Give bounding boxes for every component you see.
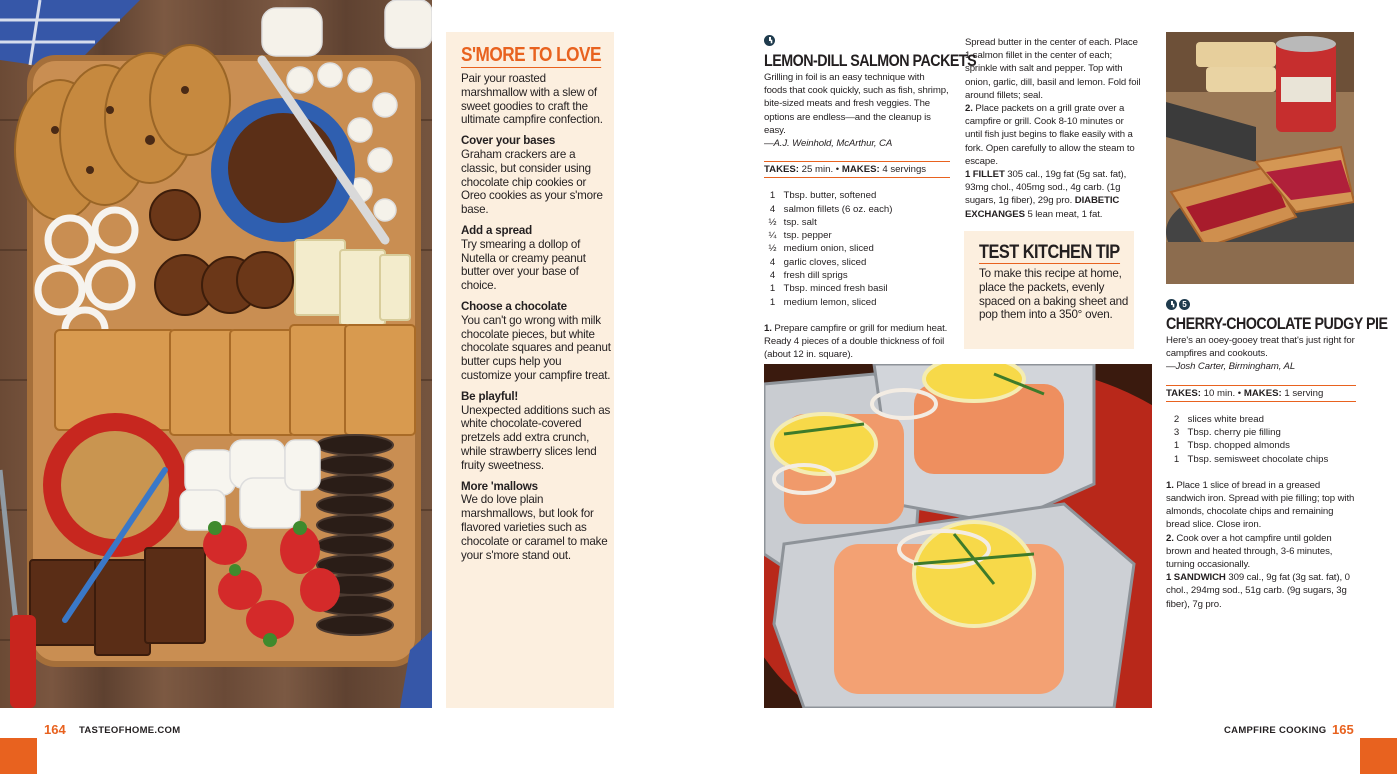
takes-label: TAKES:	[1166, 387, 1201, 399]
step-number: 2.	[1166, 532, 1174, 544]
ingredient-item	[1168, 426, 1356, 439]
nutrition-text: 305 cal., 19g fat (5g sat. fat), 93mg chol., 405mg sod., 4g carb. (1g sugars, 1g fiber), 29g pro.	[965, 169, 1127, 207]
pudgy-pie-illustration	[1166, 32, 1354, 284]
sidebar-section-body: You can't go wrong with milk chocolate pieces, but white chocolate squares and peanut butter cups help you customize your campfire treat.	[461, 313, 611, 382]
makes-value: 1 serving	[1284, 387, 1324, 399]
ingredient-name: salmon fillets (6 oz. each)	[783, 203, 893, 215]
ingredient-qty: ½	[768, 243, 777, 255]
ingredient-name: medium lemon, sliced	[783, 296, 877, 308]
step-number: 2.	[965, 103, 973, 115]
ingredient-name: tsp. pepper	[783, 230, 832, 242]
ingredient-name: Tbsp. butter, softened	[783, 190, 877, 202]
ingredient-name: Tbsp. minced fresh basil	[783, 283, 888, 295]
ingredient-name: medium onion, sliced	[783, 243, 874, 255]
ingredient-item	[764, 296, 950, 309]
takes-label: TAKES:	[764, 164, 799, 176]
nutrition-label: 1 FILLET	[965, 169, 1005, 181]
step-text: Place 1 slice of bread in a greased sandwich iron. Spread with pie filling; top with almonds, chocolate chips and remaining bread slice. Close iron.	[1166, 479, 1355, 531]
ingredient-name: Tbsp. cherry pie filling	[1187, 426, 1281, 438]
salmon-packets-photo	[764, 364, 1152, 708]
ingredient-item	[1168, 413, 1356, 426]
ingredient-item	[764, 282, 950, 295]
recipe-title: CHERRY-CHOCOLATE PUDGY PIE	[1166, 314, 1388, 333]
step-text: Cook over a hot campfire until golden brown and heated through, 3-6 minutes, turning occasionally.	[1166, 532, 1333, 571]
sidebar-section-body: Unexpected additions such as white chocolate-covered pretzels add extra crunch, while strawberry slices lend fruity sweetness.	[461, 403, 611, 472]
ingredient-qty: ¼	[768, 230, 777, 242]
ingredient-qty: 2	[1173, 413, 1180, 425]
ingredient-list	[764, 189, 950, 309]
ingredient-qty: 1	[769, 283, 776, 295]
ingredient-name: Tbsp. semisweet chocolate chips	[1187, 453, 1329, 465]
sidebar-section-heading: Choose a chocolate	[461, 299, 567, 313]
clock-icon	[764, 35, 775, 46]
recipe-author: —Josh Carter, Birmingham, AL	[1166, 361, 1296, 373]
smores-sidebar	[446, 32, 614, 708]
takes-value: 25 min.	[801, 164, 834, 176]
nutrition-text: 309 cal., 9g fat (3g sat. fat), 0 chol., 294mg sod., 51g carb. (9g sugars, 3g fiber), 7g pro.	[1166, 572, 1350, 610]
step-number: 1.	[764, 322, 772, 334]
step-number: 1.	[1166, 479, 1174, 491]
ingredient-qty: 3	[1173, 426, 1180, 438]
ingredient-qty: 1	[1173, 440, 1180, 452]
ingredient-qty: 4	[769, 203, 776, 215]
makes-label: MAKES:	[1243, 387, 1282, 399]
smores-board-photo	[0, 0, 432, 708]
tip-body: To make this recipe at home, place the packets, evenly spaced on a baking sheet and pop them into a 350° oven.	[979, 267, 1129, 322]
ingredient-qty: 4	[769, 270, 776, 281]
recipe-steps	[1166, 479, 1356, 611]
ingredient-qty: 1	[769, 190, 776, 202]
sidebar-section	[461, 224, 611, 293]
right-footer-section: CAMPFIRE COOKING	[1224, 725, 1327, 736]
ingredient-name: slices white bread	[1187, 413, 1264, 425]
ingredient-item	[764, 203, 950, 216]
ingredient-qty: 1	[1173, 453, 1180, 465]
sidebar-section-body: Try smearing a dollop of Nutella or creamy peanut butter over your base of choice.	[461, 237, 586, 293]
left-footer-site: TASTEOFHOME.COM	[79, 725, 181, 736]
salmon-foil-illustration	[764, 364, 1152, 708]
ingredient-name: garlic cloves, sliced	[783, 256, 867, 268]
left-page-number: 164	[44, 722, 66, 737]
ingredient-item	[764, 269, 950, 282]
sidebar-section	[461, 390, 611, 473]
sidebar-section	[461, 480, 611, 563]
sidebar-section	[461, 134, 611, 217]
recipe-intro: Here's an ooey-gooey treat that's just right for campfires and cookouts.	[1166, 335, 1355, 360]
sidebar-section-heading: More 'mallows	[461, 479, 538, 493]
sidebar-section-body: Graham crackers are a classic, but consider using chocolate chip cookies or Oreo cookies as your s'more base.	[461, 147, 603, 217]
diabetic-label: DIABETIC EXCHANGES	[965, 195, 1120, 220]
recipe-title: LEMON-DILL SALMON PACKETS	[764, 51, 977, 70]
ingredient-list	[1168, 413, 1356, 466]
nutrition-label: 1 SANDWICH	[1166, 572, 1226, 584]
right-corner-tab	[1360, 738, 1397, 774]
step-text: Spread butter in the center of each. Place 1 salmon fillet in the center of each; sprinkle with salt and pepper. Top with onion, garlic, dill, basil and lemon. Fold foil around fillets; seal.	[965, 37, 1141, 101]
recipe-author: —A.J. Weinhold, McArthur, CA	[764, 138, 893, 150]
ingredient-name: tsp. salt	[783, 216, 817, 228]
sidebar-title: S'MORE TO LOVE	[461, 44, 601, 66]
smores-board-illustration	[0, 0, 432, 708]
ingredient-item	[764, 216, 950, 229]
ingredient-qty: 4	[769, 256, 776, 268]
pudgy-pie-recipe	[1166, 296, 1388, 611]
ingredient-qty: ½	[768, 216, 777, 228]
ingredient-item	[1168, 439, 1356, 452]
pudgy-pie-photo	[1166, 32, 1354, 284]
ingredient-item	[764, 242, 950, 255]
step-text: Prepare campfire or grill for medium heat. Ready 4 pieces of a double thickness of foil (about 12 in. square).	[764, 322, 948, 361]
takes-value: 10 min.	[1203, 387, 1236, 399]
ingredient-item	[1168, 453, 1356, 466]
makes-label: MAKES:	[841, 164, 880, 176]
step-text: Place packets on a grill grate over a campfire or grill. Cook 8-10 minutes or until fish just begins to flake easily with a fork. Open carefully to allow the steam to escape.	[965, 103, 1135, 167]
tip-title: TEST KITCHEN TIP	[979, 242, 1120, 263]
salmon-recipe	[764, 32, 977, 362]
recipe-step	[764, 322, 950, 362]
makes-value: 4 servings	[882, 164, 927, 176]
takes-makes-bar: TAKES: 25 min. • MAKES: 4 servings	[764, 161, 950, 178]
salmon-recipe-continued	[965, 36, 1143, 221]
sidebar-section-heading: Cover your bases	[461, 134, 556, 148]
right-page-number: 165	[1332, 722, 1354, 737]
five-ingredient-icon: 5	[1179, 299, 1190, 310]
sidebar-section-body: We do love plain marshmallows, but look for flavored varieties such as chocolate or caramel to make your s'more stand out.	[461, 493, 608, 562]
diabetic-text: 5 lean meat, 1 fat.	[1027, 208, 1103, 220]
ingredient-name: Tbsp. chopped almonds	[1187, 440, 1290, 452]
sidebar-section-heading: Be playful!	[461, 389, 519, 403]
recipe-intro: Grilling in foil is an easy technique with foods that cook quickly, such as fish, shrimp, bite-sized meats and fresh veggies. The options are endless—and the cleanup is easy.	[764, 72, 949, 136]
sidebar-section-heading: Add a spread	[461, 223, 533, 237]
sidebar-intro: Pair your roasted marshmallow with a slew of sweet goodies to craft the ultimate campfire confection.	[461, 72, 603, 127]
ingredient-qty: 1	[769, 296, 776, 308]
ingredient-item	[764, 229, 950, 242]
sidebar-section	[461, 300, 611, 383]
ingredient-item	[764, 256, 950, 269]
ingredient-name: fresh dill sprigs	[783, 270, 848, 281]
test-kitchen-tip	[964, 231, 1134, 349]
left-corner-tab	[0, 738, 37, 774]
takes-makes-bar: TAKES: 10 min. • MAKES: 1 serving	[1166, 385, 1356, 402]
ingredient-item	[764, 189, 950, 202]
clock-icon	[1166, 299, 1177, 310]
